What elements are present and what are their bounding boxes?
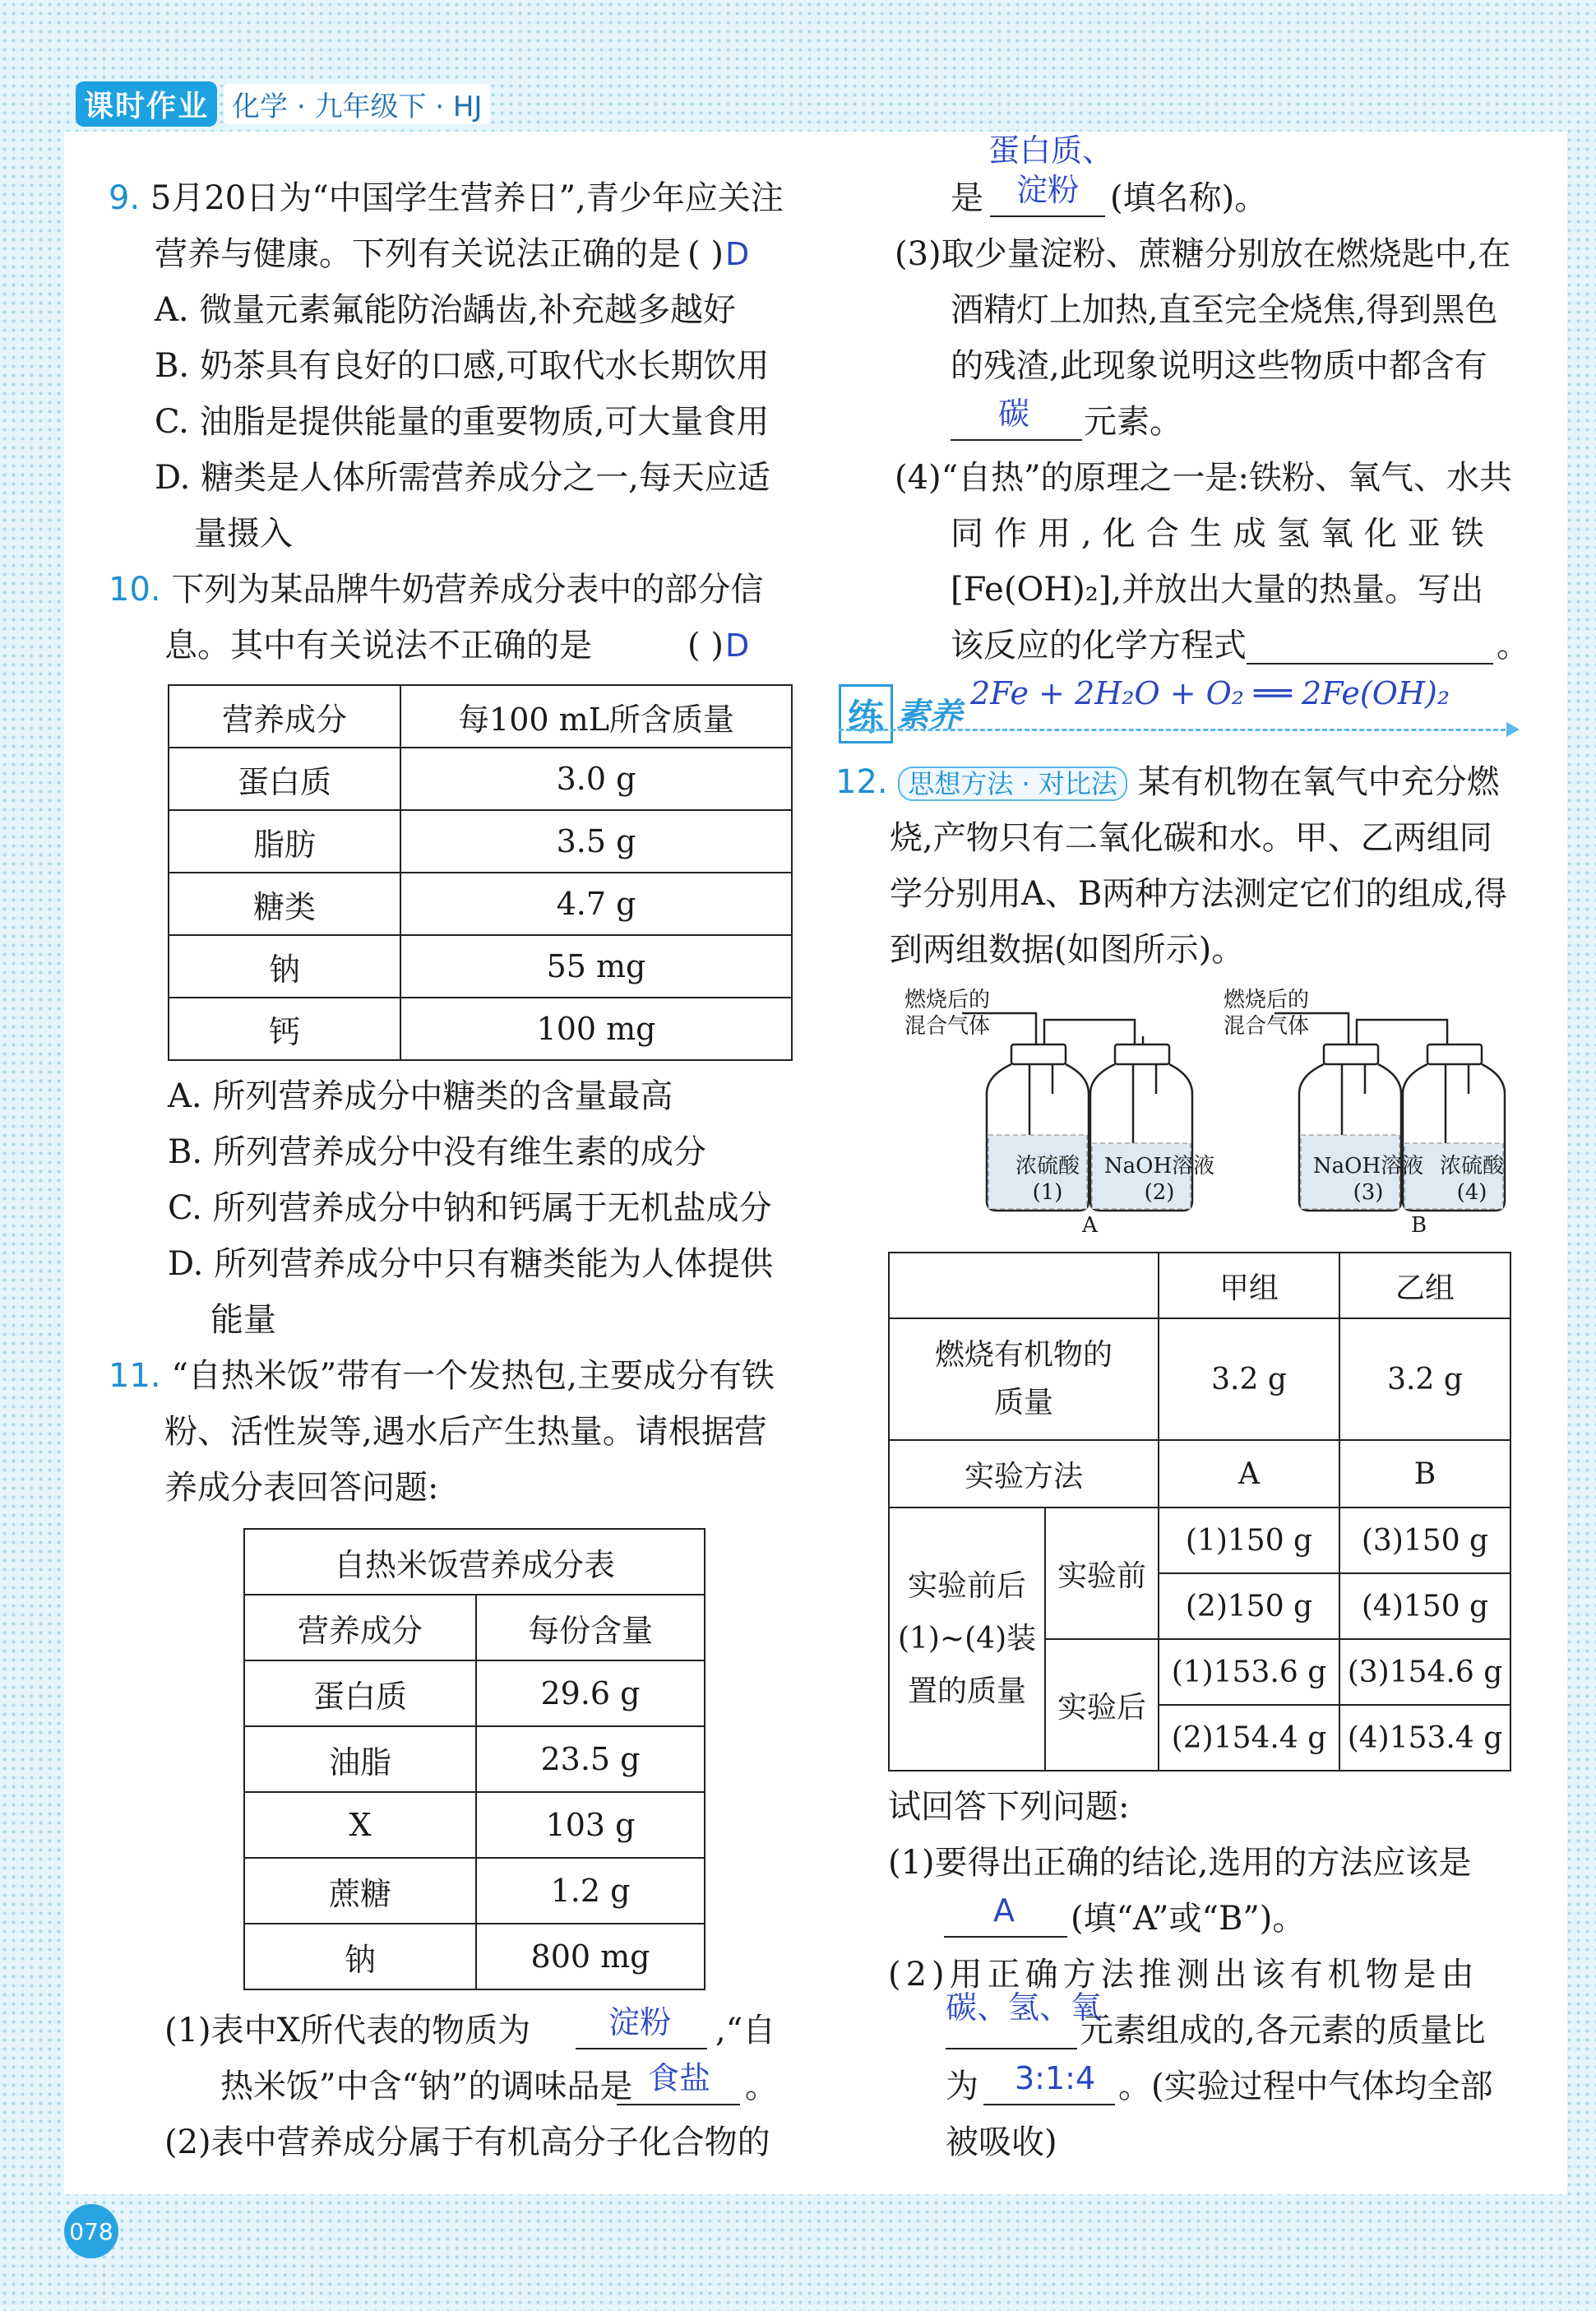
q11-p4-tail: 。 — [1497, 627, 1529, 665]
table-cell: A — [1159, 1440, 1339, 1507]
table-cell: 蛋白质 — [244, 1660, 476, 1726]
table-row — [244, 1660, 705, 1726]
q10-option-a: A. 所列营养成分中糖类的含量最高 — [168, 1077, 673, 1115]
table-cell: 实验前 — [1045, 1507, 1159, 1639]
arrow-right-icon — [1506, 722, 1520, 737]
table-row — [244, 1858, 705, 1924]
q10-line1: 10. 下列为某品牌牛奶营养成分表中的部分信 — [109, 571, 764, 609]
table-cell: B — [1339, 1440, 1510, 1507]
q9-line1: 9. 5月20日为“中国学生营养日”,青少年应关注 — [109, 179, 784, 217]
q12-p1-line2: (填“A”或“B”)。 — [1071, 1900, 1306, 1938]
practice-label: 素养 — [896, 696, 962, 734]
q10-answer: D — [725, 628, 750, 664]
q9-paren: ( ) — [687, 235, 724, 273]
table-row — [169, 748, 792, 810]
table-cell: 钠 — [169, 935, 400, 998]
q11-p1-blank2 — [617, 2104, 740, 2105]
q11-p4-line4: 该反应的化学方程式 — [951, 627, 1247, 665]
table-cell: (3)154.6 g — [1339, 1639, 1510, 1705]
q9-answer: D — [725, 236, 750, 272]
q12-intro: 试回答下列问题: — [888, 1788, 1130, 1826]
book-logo: 课时作业 — [76, 81, 217, 127]
table-cell: 糖类 — [169, 873, 400, 935]
table-row — [169, 810, 792, 873]
q11-p2-line1: (2)表中营养成分属于有机高分子化合物的 — [164, 2123, 770, 2161]
q11-p1-answer1: 淀粉 — [608, 2004, 672, 2040]
table-row — [169, 935, 792, 998]
table-row — [889, 1318, 1510, 1440]
q10-option-b: B. 所列营养成分中没有维生素的成分 — [168, 1133, 706, 1171]
q11-line2: 粉、活性炭等,遇水后产生热量。请根据营 — [164, 1413, 767, 1451]
diagram-inlet-a: 燃烧后的 混合气体 — [904, 988, 991, 1039]
table-cell: 实验后 — [1045, 1639, 1159, 1771]
bottle-1-label: 浓硫酸 (1) — [1015, 1154, 1080, 1205]
q11-p1-line2: 热米饭”中含“钠”的调味品是 — [220, 2068, 633, 2105]
q10-option-d: D. 所列营养成分中只有糖类能为人体提供 — [168, 1245, 774, 1283]
q12-p2-blank2 — [983, 2104, 1115, 2105]
q12-line1: 12. 思想方法 · 对比法 某有机物在氧气中充分燃 — [835, 763, 1500, 801]
table-cell: 蔗糖 — [244, 1858, 476, 1924]
q11-p3-line2: 酒精灯上加热,直至完全烧焦,得到黑色 — [951, 291, 1498, 329]
q12-line4: 到两组数据(如图所示)。 — [890, 931, 1245, 969]
q12-p2-line3a: 为 — [946, 2068, 978, 2105]
table-header: 甲组 — [1159, 1253, 1339, 1318]
experiment-data-table — [888, 1252, 1511, 1771]
table-cell: (2)154.4 g — [1159, 1705, 1339, 1771]
table-cell: 钠 — [244, 1924, 476, 1989]
diagram-label-b: B — [1411, 1213, 1427, 1238]
subject-label: 化学 · 九年级下 · HJ — [224, 84, 490, 124]
diagram-inlet-b: 燃烧后的 混合气体 — [1224, 988, 1310, 1039]
q10-option-d-cont: 能量 — [210, 1301, 276, 1339]
table-row — [889, 1440, 1510, 1507]
q11-p3-blank — [951, 439, 1082, 441]
q10-line2: 息。其中有关说法不正确的是 — [164, 627, 592, 665]
q12-p2-line3b: 。(实验过程中气体均全部 — [1118, 2068, 1493, 2105]
q9-option-b: B. 奶茶具有良好的口感,可取代水长期饮用 — [155, 347, 770, 385]
diagram-label-a: A — [1082, 1213, 1098, 1238]
bottle-2-label: NaOH溶液 (2) — [1103, 1154, 1215, 1205]
table-cell: 3.2 g — [1339, 1318, 1510, 1440]
table-row — [889, 1507, 1510, 1573]
q10-paren: ( ) — [687, 627, 724, 665]
table-row — [244, 1792, 705, 1858]
q12-p2-blank1 — [946, 2048, 1077, 2049]
table-header: 营养成分 — [169, 685, 400, 748]
q11-p3-tail: 元素。 — [1084, 403, 1182, 441]
q11-p2-answer: 淀粉 — [1016, 172, 1080, 208]
table-cell: (1)150 g — [1159, 1507, 1339, 1573]
table-cell: 3.0 g — [400, 748, 792, 810]
q12-p2-line1: (2)用正确方法推测出该有机物是由 — [888, 1956, 1479, 1994]
table-header: 每100 mL所含质量 — [400, 685, 792, 748]
q9-option-a: A. 微量元素氟能防治龋齿,补充越多越好 — [155, 291, 737, 329]
q12-p1-answer: A — [993, 1892, 1015, 1929]
table-cell: 钙 — [169, 998, 400, 1060]
q9-option-c: C. 油脂是提供能量的重要物质,可大量食用 — [155, 403, 770, 441]
table-title: 自热米饭营养成分表 — [244, 1529, 705, 1595]
q11-line1: 11. “自热米饭”带有一个发热包,主要成分有铁 — [109, 1357, 775, 1395]
table-cell: 1.2 g — [476, 1858, 705, 1924]
q9-option-d: D. 糖类是人体所需营养成分之一,每天应适 — [155, 459, 770, 497]
page-number: 078 — [64, 2204, 118, 2258]
q11-p3-line3: 的残渣,此现象说明这些物质中都含有 — [951, 347, 1487, 385]
q11-p2-blank — [990, 215, 1105, 217]
table-cell: 实验方法 — [889, 1440, 1159, 1507]
q10-option-c: C. 所列营养成分中钠和钙属于无机盐成分 — [168, 1189, 772, 1227]
table-cell: 103 g — [476, 1792, 705, 1858]
table-cell: 燃烧有机物的质量 — [889, 1318, 1159, 1440]
q9-line2: 营养与健康。下列有关说法正确的是 — [155, 235, 681, 273]
table-cell: (1)153.6 g — [1159, 1639, 1339, 1705]
q11-p2-line2a: 是 — [951, 179, 983, 217]
table-header: 每份含量 — [476, 1595, 705, 1660]
q11-p1-answer2: 食盐 — [648, 2060, 711, 2096]
q12-p1-blank — [944, 1936, 1067, 1938]
q12-p2-answer1: 碳、氢、氧 — [946, 1989, 1103, 2026]
q11-p1-blank1 — [576, 2048, 707, 2049]
practice-divider — [839, 729, 1513, 731]
table-cell: 23.5 g — [476, 1726, 705, 1792]
table-cell: 4.7 g — [400, 873, 792, 935]
table-cell: (4)150 g — [1339, 1573, 1510, 1639]
method-tag: 思想方法 · 对比法 — [898, 766, 1127, 801]
q11-line3: 养成分表回答问题: — [164, 1469, 439, 1507]
q11-p2-answer-top: 蛋白质、 — [988, 132, 1114, 169]
table-cell: 3.2 g — [1159, 1318, 1339, 1440]
table-cell: (4)153.4 g — [1339, 1705, 1510, 1771]
q11-p4-line1: (4)“自热”的原理之一是:铁粉、氧气、水共 — [895, 459, 1513, 497]
table-header: 营养成分 — [244, 1595, 476, 1660]
table-cell: 800 mg — [476, 1924, 705, 1989]
rice-nutrition-table — [243, 1528, 705, 1990]
q12-p1-line1: (1)要得出正确的结论,选用的方法应该是 — [888, 1844, 1472, 1882]
table-cell: 实验前后(1)~(4)装置的质量 — [889, 1507, 1045, 1771]
q11-p4-blank — [1247, 663, 1493, 665]
q11-p4-line3: [Fe(OH)₂],并放出大量的热量。写出 — [951, 571, 1484, 609]
q12-line3: 学分别用A、B两种方法测定它们的组成,得 — [890, 875, 1507, 913]
q12-line2: 烧,产物只有二氧化碳和水。甲、乙两组同 — [890, 819, 1492, 857]
q11-p3-answer: 碳 — [998, 396, 1030, 432]
table-row — [169, 873, 792, 935]
table-cell — [889, 1253, 1159, 1318]
table-row — [244, 1924, 705, 1989]
bottle-3-label: NaOH溶液 (3) — [1312, 1154, 1424, 1205]
table-cell: X — [244, 1792, 476, 1858]
table-cell: 29.6 g — [476, 1660, 705, 1726]
q11-p1-line1a: (1)表中X所代表的物质为 — [164, 2012, 531, 2049]
table-cell: 3.5 g — [400, 810, 792, 873]
q11-p1-end: 。 — [745, 2068, 778, 2105]
table-cell: 油脂 — [244, 1726, 476, 1792]
table-cell: (2)150 g — [1159, 1573, 1339, 1639]
q12-p2-line4: 被吸收) — [946, 2123, 1057, 2161]
table-row — [244, 1726, 705, 1792]
table-header: 乙组 — [1339, 1253, 1510, 1318]
practice-badge: 练 — [839, 684, 893, 743]
q11-p1-line1b: ,“自 — [715, 2012, 776, 2049]
table-cell: 55 mg — [400, 935, 792, 998]
table-cell: 蛋白质 — [169, 748, 400, 810]
q11-p2-line2b: (填名称)。 — [1110, 179, 1268, 217]
q11-p4-line2: 同作用,化合生成氢氧化亚铁 — [951, 515, 1495, 553]
table-cell: 100 mg — [400, 998, 792, 1060]
q12-p2-answer2: 3:1:4 — [1015, 2060, 1096, 2096]
table-cell: (3)150 g — [1339, 1507, 1510, 1573]
q12-p2-line2: 元素组成的,各元素的质量比 — [1080, 2012, 1486, 2049]
q11-p3-line1: (3)取少量淀粉、蔗糖分别放在燃烧匙中,在 — [895, 235, 1511, 273]
bottle-4-label: 浓硫酸 (4) — [1439, 1154, 1504, 1205]
table-row — [169, 998, 792, 1060]
q11-p4-answer: 2Fe + 2H₂O + O₂ ══ 2Fe(OH)₂ — [970, 675, 1450, 711]
milk-nutrition-table — [168, 684, 793, 1061]
table-cell: 脂肪 — [169, 810, 400, 873]
page-header — [76, 82, 490, 125]
q9-option-d-cont: 量摄入 — [194, 515, 293, 553]
